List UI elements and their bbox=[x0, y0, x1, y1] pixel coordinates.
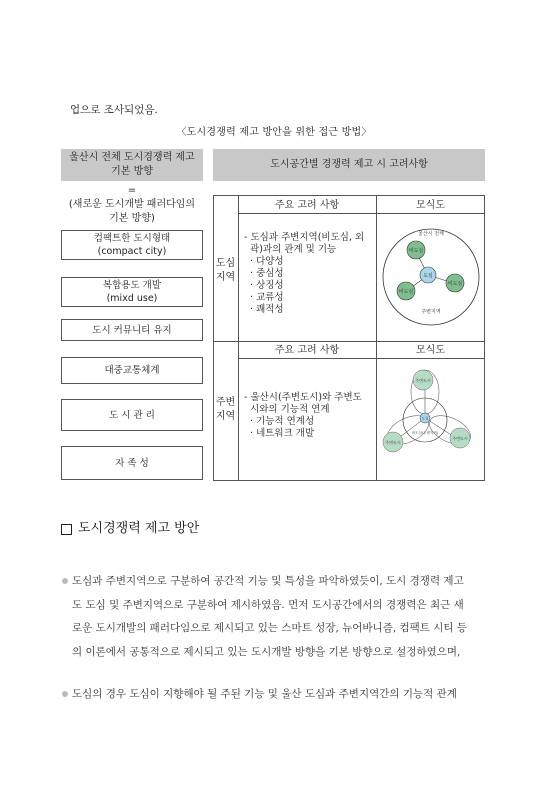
diagram-title: 울산시 전체 bbox=[418, 231, 444, 237]
paragraph-line: 도심의 경우 도심이 지향해야 될 주된 기능 및 울산 도심과 주변지역간의 기능적 관계 bbox=[72, 688, 457, 700]
periphery-considerations bbox=[244, 392, 362, 440]
periphery-diagram bbox=[378, 360, 484, 480]
table-row-line-2 bbox=[213, 341, 485, 342]
downtown-item: - 도심과 주변지역(비도심, 외 bbox=[244, 232, 365, 243]
col-header-diagram-1: 모식도 bbox=[416, 200, 445, 211]
figure-caption: 〈도시경쟁력 제고 방안을 위한 접근 방법〉 bbox=[176, 127, 372, 138]
downtown-item: · 쾌적성 bbox=[244, 304, 284, 315]
right-header bbox=[213, 149, 485, 181]
left-box-compact bbox=[61, 230, 203, 260]
table-row-line-3 bbox=[238, 358, 485, 359]
region-label-downtown: 도심 지역 bbox=[215, 258, 236, 283]
center-label: 도심 bbox=[423, 273, 433, 279]
section-checkbox-icon bbox=[61, 524, 72, 535]
left-box-self-sufficiency bbox=[61, 446, 203, 480]
periphery-item: 시와의 기능적 연계 bbox=[244, 404, 330, 415]
left-header-text: 울산시 전체 도시경쟁력 제고 기본 방향 bbox=[69, 152, 195, 177]
col-header-consider-2: 주요 고려 사항 bbox=[274, 345, 340, 356]
satellite-label-c: 비도심 bbox=[447, 281, 463, 287]
city-right-label: 주변도시 bbox=[452, 436, 468, 441]
left-box-community-label: 도시 커뮤니티 유지 bbox=[92, 324, 172, 336]
left-box-management-label: 도 시 관 리 bbox=[109, 409, 155, 421]
paragraph-line: 의 이론에서 공통적으로 제시되고 있는 도시개발 방향을 기본 방향으로 설정하였으며, bbox=[72, 646, 461, 658]
equals-sign: = bbox=[127, 185, 137, 196]
left-box-self-sufficiency-label: 자 족 성 bbox=[115, 457, 149, 469]
paragraph-line: 도 도심 및 주변지역으로 구분하여 제시하였음. 먼저 도시공간에서의 경쟁력은 최근 새 bbox=[72, 599, 464, 611]
table-divider-v2 bbox=[376, 195, 377, 481]
downtown-item: 곽)과의 관계 및 기능 bbox=[244, 244, 337, 255]
top-line: 업으로 조사되었음. bbox=[70, 104, 158, 116]
left-box-transit-label: 대중교통체계 bbox=[104, 365, 160, 376]
periphery-item: - 울산시(주변도시)와 주변도 bbox=[244, 392, 362, 403]
periphery-label: 주변지역 bbox=[421, 309, 441, 315]
downtown-item: · 상징성 bbox=[244, 280, 284, 291]
table-row-line-1 bbox=[238, 213, 485, 214]
col-header-consider-1: 주요 고려 사항 bbox=[274, 200, 340, 211]
paradigm-text: (새로운 도시개발 패러다임의 기본 방향) bbox=[68, 199, 196, 224]
bullet-dot-icon bbox=[62, 691, 68, 697]
satellite-label-a: 비도심 bbox=[408, 248, 424, 254]
bullet-dot-icon bbox=[62, 578, 68, 584]
region-label-periphery: 주변 지역 bbox=[215, 397, 236, 422]
center-label: 도심 bbox=[421, 416, 429, 421]
downtown-item: · 교류성 bbox=[244, 292, 284, 303]
left-box-community bbox=[61, 319, 203, 341]
left-box-transit bbox=[61, 357, 203, 384]
satellite-label-b: 비도심 bbox=[398, 289, 414, 295]
downtown-item: · 다양성 bbox=[244, 256, 284, 267]
downtown-considerations bbox=[244, 232, 364, 316]
periphery-item: · 네트워크 개발 bbox=[244, 428, 315, 439]
right-header-text: 도시공간별 경쟁력 제고 시 고려사항 bbox=[270, 159, 428, 170]
left-box-mixed-use-label: 복합용도 개발 (mixd use) bbox=[102, 280, 162, 304]
downtown-diagram bbox=[378, 215, 484, 339]
table-divider-v1 bbox=[238, 195, 239, 481]
paragraph-line: 로운 도시개발의 패러다임으로 제시되고 있는 스마트 성장, 뉴어바니즘, 컴팩트 시티 등 bbox=[72, 622, 468, 634]
downtown-item: · 중심성 bbox=[244, 268, 284, 279]
city-left-label: 주변도시 bbox=[385, 440, 401, 445]
col-header-diagram-2: 모식도 bbox=[416, 345, 445, 356]
left-box-management bbox=[61, 399, 203, 431]
left-box-compact-label: 컴팩트한 도시형태 (compact city) bbox=[93, 233, 171, 257]
section-title: 도시경쟁력 제고 방안 bbox=[78, 521, 200, 536]
left-box-mixed-use bbox=[61, 277, 203, 307]
left-header bbox=[61, 149, 203, 181]
ring-label: 비도심(주변지역) bbox=[411, 431, 439, 435]
periphery-item: · 기능적 연계성 bbox=[244, 416, 315, 427]
city-top-label: 주변도시 bbox=[415, 378, 431, 383]
paragraph-line: 도심과 주변지역으로 구분하여 공간적 기능 및 특성을 파악하였듯이, 도시 경쟁력 제고 bbox=[72, 575, 464, 587]
